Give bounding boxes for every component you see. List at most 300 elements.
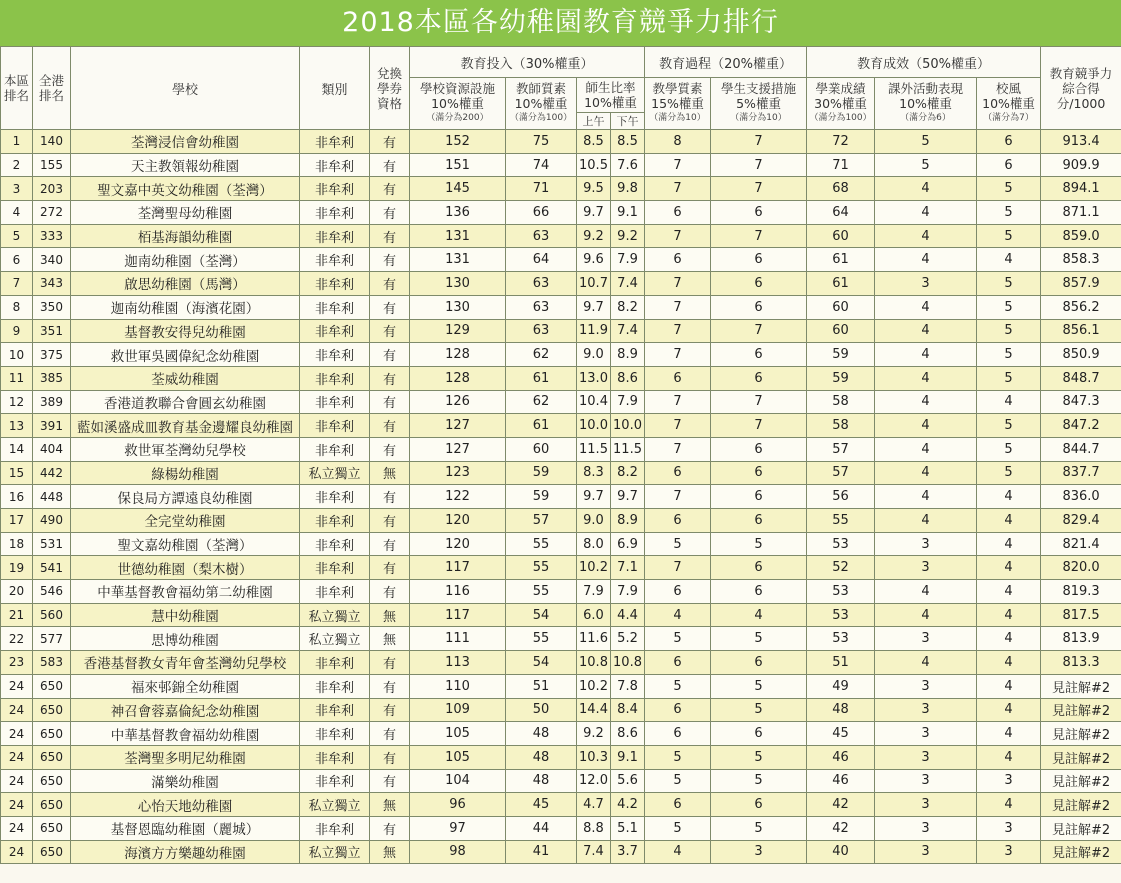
cell-teacher: 63 (506, 295, 577, 319)
cell-local-rank: 4 (1, 201, 33, 225)
cell-ratio-pm: 5.6 (611, 769, 645, 793)
cell-extra: 3 (875, 556, 977, 580)
cell-teacher: 54 (506, 651, 577, 675)
cell-local-rank: 10 (1, 343, 33, 367)
cell-school: 荃灣聖母幼稚園 (71, 201, 300, 225)
cell-support: 6 (711, 366, 807, 390)
cell-local-rank: 14 (1, 437, 33, 461)
table-row (1, 343, 1121, 367)
cell-voucher: 有 (370, 366, 410, 390)
cell-school: 思博幼稚園 (71, 627, 300, 651)
cell-ratio-am: 9.7 (577, 295, 611, 319)
cell-voucher: 有 (370, 343, 410, 367)
cell-voucher: 有 (370, 130, 410, 154)
cell-teacher: 55 (506, 627, 577, 651)
cell-academic: 42 (807, 793, 875, 817)
table-row (1, 722, 1121, 746)
cell-academic: 46 (807, 745, 875, 769)
cell-facility: 113 (410, 651, 506, 675)
cell-local-rank: 17 (1, 509, 33, 533)
cell-ethos: 5 (977, 201, 1041, 225)
cell-facility: 120 (410, 509, 506, 533)
cell-voucher: 無 (370, 461, 410, 485)
cell-school: 全完堂幼稚園 (71, 509, 300, 533)
cell-local-rank: 13 (1, 414, 33, 438)
table-row (1, 366, 1121, 390)
cell-hk-rank: 155 (33, 153, 71, 177)
cell-academic: 56 (807, 485, 875, 509)
table-row (1, 580, 1121, 604)
cell-ratio-pm: 5.1 (611, 816, 645, 840)
cell-hk-rank: 560 (33, 603, 71, 627)
cell-facility: 128 (410, 366, 506, 390)
cell-facility: 131 (410, 224, 506, 248)
table-row (1, 793, 1121, 817)
cell-hk-rank: 389 (33, 390, 71, 414)
cell-facility: 117 (410, 603, 506, 627)
cell-ratio-pm: 8.9 (611, 509, 645, 533)
table-row (1, 816, 1121, 840)
cell-score: 856.2 (1041, 295, 1121, 319)
cell-support: 6 (711, 437, 807, 461)
cell-facility: 145 (410, 177, 506, 201)
cell-teacher: 59 (506, 461, 577, 485)
cell-extra: 5 (875, 130, 977, 154)
cell-support: 6 (711, 201, 807, 225)
cell-ratio-pm: 9.7 (611, 485, 645, 509)
cell-extra: 3 (875, 722, 977, 746)
cell-school: 聖文嘉幼稚園（荃灣） (71, 532, 300, 556)
cell-ratio-pm: 9.1 (611, 745, 645, 769)
cell-quality: 4 (645, 603, 711, 627)
cell-teacher: 59 (506, 485, 577, 509)
cell-facility: 120 (410, 532, 506, 556)
cell-voucher: 有 (370, 769, 410, 793)
cell-quality: 7 (645, 437, 711, 461)
cell-ethos: 4 (977, 390, 1041, 414)
cell-hk-rank: 583 (33, 651, 71, 675)
cell-support: 7 (711, 153, 807, 177)
cell-academic: 61 (807, 272, 875, 296)
cell-ratio-pm: 9.1 (611, 201, 645, 225)
header-hk-rank: 全港排名 (33, 47, 71, 130)
cell-school: 中華基督教會福幼第二幼稚園 (71, 580, 300, 604)
cell-score: 844.7 (1041, 437, 1121, 461)
cell-ratio-am: 8.8 (577, 816, 611, 840)
cell-school: 迦南幼稚園（荃灣） (71, 248, 300, 272)
cell-extra: 3 (875, 769, 977, 793)
cell-academic: 45 (807, 722, 875, 746)
cell-category: 非牟利 (300, 769, 370, 793)
cell-quality: 5 (645, 532, 711, 556)
header-extra: 課外活動表現 10%權重 （滿分為6） (875, 78, 977, 130)
cell-ratio-am: 10.3 (577, 745, 611, 769)
cell-category: 非牟利 (300, 532, 370, 556)
cell-local-rank: 11 (1, 366, 33, 390)
cell-extra: 4 (875, 390, 977, 414)
cell-academic: 58 (807, 414, 875, 438)
cell-local-rank: 12 (1, 390, 33, 414)
cell-support: 6 (711, 461, 807, 485)
cell-category: 非牟利 (300, 509, 370, 533)
cell-category: 非牟利 (300, 674, 370, 698)
cell-voucher: 有 (370, 319, 410, 343)
cell-category: 非牟利 (300, 437, 370, 461)
cell-support: 7 (711, 177, 807, 201)
cell-school: 香港基督教女青年會荃灣幼兒學校 (71, 651, 300, 675)
cell-academic: 60 (807, 295, 875, 319)
cell-teacher: 62 (506, 343, 577, 367)
cell-ratio-am: 8.5 (577, 130, 611, 154)
cell-score: 見註解#2 (1041, 674, 1121, 698)
cell-extra: 4 (875, 580, 977, 604)
header-input-group: 教育投入（30%權重） (410, 47, 645, 78)
cell-teacher: 45 (506, 793, 577, 817)
cell-support: 7 (711, 414, 807, 438)
cell-ratio-pm: 11.5 (611, 437, 645, 461)
cell-teacher: 48 (506, 769, 577, 793)
cell-teacher: 55 (506, 580, 577, 604)
cell-ethos: 4 (977, 248, 1041, 272)
cell-ethos: 5 (977, 437, 1041, 461)
cell-local-rank: 5 (1, 224, 33, 248)
cell-quality: 7 (645, 485, 711, 509)
header-school: 學校 (71, 47, 300, 130)
cell-score: 850.9 (1041, 343, 1121, 367)
cell-quality: 6 (645, 722, 711, 746)
cell-facility: 128 (410, 343, 506, 367)
cell-ethos: 5 (977, 295, 1041, 319)
cell-score: 見註解#2 (1041, 769, 1121, 793)
cell-ratio-am: 13.0 (577, 366, 611, 390)
cell-voucher: 有 (370, 437, 410, 461)
cell-ethos: 4 (977, 485, 1041, 509)
cell-academic: 46 (807, 769, 875, 793)
cell-ratio-am: 10.4 (577, 390, 611, 414)
cell-school: 香港道教聯合會圓玄幼稚園 (71, 390, 300, 414)
cell-teacher: 55 (506, 532, 577, 556)
cell-teacher: 41 (506, 840, 577, 864)
header-ethos: 校風 10%權重 （滿分為7） (977, 78, 1041, 130)
cell-ratio-pm: 10.8 (611, 651, 645, 675)
cell-extra: 3 (875, 627, 977, 651)
cell-extra: 4 (875, 177, 977, 201)
table-row (1, 177, 1121, 201)
cell-voucher: 無 (370, 793, 410, 817)
cell-category: 非牟利 (300, 722, 370, 746)
cell-voucher: 有 (370, 485, 410, 509)
cell-score: 見註解#2 (1041, 793, 1121, 817)
cell-teacher: 63 (506, 224, 577, 248)
cell-ratio-pm: 4.4 (611, 603, 645, 627)
cell-facility: 129 (410, 319, 506, 343)
header-process-group: 教育過程（20%權重） (645, 47, 807, 78)
cell-ratio-pm: 7.9 (611, 580, 645, 604)
table-row (1, 603, 1121, 627)
cell-teacher: 71 (506, 177, 577, 201)
cell-voucher: 有 (370, 745, 410, 769)
cell-teacher: 44 (506, 816, 577, 840)
cell-ratio-am: 9.5 (577, 177, 611, 201)
cell-ethos: 5 (977, 272, 1041, 296)
cell-ratio-am: 6.0 (577, 603, 611, 627)
cell-ratio-am: 9.7 (577, 201, 611, 225)
cell-facility: 136 (410, 201, 506, 225)
header-ratio: 師生比率 10%權重 (577, 78, 645, 113)
cell-teacher: 51 (506, 674, 577, 698)
header-outcome-group: 教育成效（50%權重） (807, 47, 1041, 78)
cell-hk-rank: 650 (33, 793, 71, 817)
cell-quality: 5 (645, 816, 711, 840)
cell-local-rank: 20 (1, 580, 33, 604)
cell-score: 819.3 (1041, 580, 1121, 604)
cell-local-rank: 24 (1, 722, 33, 746)
cell-quality: 7 (645, 414, 711, 438)
cell-school: 心怡天地幼稚園 (71, 793, 300, 817)
cell-voucher: 有 (370, 201, 410, 225)
table-row (1, 224, 1121, 248)
cell-local-rank: 19 (1, 556, 33, 580)
cell-hk-rank: 385 (33, 366, 71, 390)
cell-teacher: 63 (506, 272, 577, 296)
header-voucher: 兌換學券資格 (370, 47, 410, 130)
table-row (1, 130, 1121, 154)
cell-support: 5 (711, 674, 807, 698)
cell-ratio-am: 10.2 (577, 556, 611, 580)
cell-category: 私立獨立 (300, 840, 370, 864)
cell-quality: 6 (645, 461, 711, 485)
cell-ratio-am: 7.4 (577, 840, 611, 864)
cell-extra: 3 (875, 698, 977, 722)
cell-hk-rank: 391 (33, 414, 71, 438)
cell-category: 非牟利 (300, 651, 370, 675)
cell-score: 813.3 (1041, 651, 1121, 675)
cell-academic: 52 (807, 556, 875, 580)
cell-quality: 6 (645, 366, 711, 390)
cell-teacher: 63 (506, 319, 577, 343)
cell-support: 6 (711, 651, 807, 675)
cell-hk-rank: 650 (33, 745, 71, 769)
cell-facility: 110 (410, 674, 506, 698)
cell-score: 848.7 (1041, 366, 1121, 390)
table-row (1, 248, 1121, 272)
cell-voucher: 有 (370, 390, 410, 414)
cell-voucher: 有 (370, 272, 410, 296)
cell-score: 836.0 (1041, 485, 1121, 509)
cell-extra: 3 (875, 532, 977, 556)
cell-score: 817.5 (1041, 603, 1121, 627)
cell-extra: 4 (875, 366, 977, 390)
cell-voucher: 有 (370, 816, 410, 840)
cell-teacher: 50 (506, 698, 577, 722)
table-row (1, 414, 1121, 438)
cell-facility: 96 (410, 793, 506, 817)
cell-quality: 6 (645, 509, 711, 533)
cell-score: 820.0 (1041, 556, 1121, 580)
cell-academic: 42 (807, 816, 875, 840)
cell-hk-rank: 650 (33, 722, 71, 746)
cell-extra: 4 (875, 461, 977, 485)
table-row (1, 485, 1121, 509)
cell-academic: 61 (807, 248, 875, 272)
cell-ratio-am: 9.0 (577, 343, 611, 367)
cell-support: 5 (711, 769, 807, 793)
cell-category: 非牟利 (300, 295, 370, 319)
cell-score: 858.3 (1041, 248, 1121, 272)
cell-ethos: 5 (977, 224, 1041, 248)
cell-teacher: 61 (506, 414, 577, 438)
table-row (1, 295, 1121, 319)
cell-teacher: 64 (506, 248, 577, 272)
cell-facility: 111 (410, 627, 506, 651)
cell-support: 6 (711, 556, 807, 580)
header-ratio-pm: 下午 (611, 113, 645, 130)
cell-quality: 6 (645, 793, 711, 817)
cell-quality: 7 (645, 556, 711, 580)
cell-quality: 7 (645, 390, 711, 414)
cell-category: 非牟利 (300, 414, 370, 438)
cell-support: 6 (711, 793, 807, 817)
cell-hk-rank: 333 (33, 224, 71, 248)
cell-ratio-pm: 7.6 (611, 153, 645, 177)
cell-category: 非牟利 (300, 130, 370, 154)
cell-academic: 58 (807, 390, 875, 414)
table-row (1, 651, 1121, 675)
cell-hk-rank: 375 (33, 343, 71, 367)
table-row (1, 674, 1121, 698)
cell-ratio-am: 9.2 (577, 722, 611, 746)
table-row (1, 437, 1121, 461)
cell-ratio-pm: 7.8 (611, 674, 645, 698)
cell-hk-rank: 442 (33, 461, 71, 485)
cell-score: 829.4 (1041, 509, 1121, 533)
cell-teacher: 55 (506, 556, 577, 580)
cell-support: 6 (711, 722, 807, 746)
cell-ethos: 4 (977, 603, 1041, 627)
cell-extra: 4 (875, 437, 977, 461)
table-row (1, 840, 1121, 864)
cell-teacher: 54 (506, 603, 577, 627)
cell-ratio-am: 7.9 (577, 580, 611, 604)
cell-local-rank: 24 (1, 698, 33, 722)
cell-ratio-am: 11.5 (577, 437, 611, 461)
cell-academic: 49 (807, 674, 875, 698)
cell-category: 非牟利 (300, 272, 370, 296)
cell-ratio-am: 4.7 (577, 793, 611, 817)
cell-score: 837.7 (1041, 461, 1121, 485)
cell-academic: 57 (807, 437, 875, 461)
cell-academic: 53 (807, 580, 875, 604)
cell-hk-rank: 404 (33, 437, 71, 461)
table-row (1, 627, 1121, 651)
cell-local-rank: 22 (1, 627, 33, 651)
cell-extra: 5 (875, 153, 977, 177)
cell-local-rank: 24 (1, 793, 33, 817)
cell-score: 見註解#2 (1041, 722, 1121, 746)
cell-score: 847.2 (1041, 414, 1121, 438)
cell-facility: 152 (410, 130, 506, 154)
cell-academic: 48 (807, 698, 875, 722)
cell-quality: 6 (645, 201, 711, 225)
cell-school: 荃威幼稚園 (71, 366, 300, 390)
cell-local-rank: 3 (1, 177, 33, 201)
cell-quality: 7 (645, 153, 711, 177)
cell-academic: 60 (807, 224, 875, 248)
cell-school: 綠楊幼稚園 (71, 461, 300, 485)
cell-teacher: 48 (506, 722, 577, 746)
cell-voucher: 無 (370, 603, 410, 627)
cell-quality: 5 (645, 627, 711, 651)
cell-facility: 98 (410, 840, 506, 864)
cell-local-rank: 1 (1, 130, 33, 154)
cell-category: 非牟利 (300, 343, 370, 367)
cell-ethos: 3 (977, 840, 1041, 864)
cell-support: 5 (711, 532, 807, 556)
cell-ethos: 4 (977, 627, 1041, 651)
cell-ratio-pm: 8.6 (611, 722, 645, 746)
cell-hk-rank: 650 (33, 674, 71, 698)
cell-facility: 122 (410, 485, 506, 509)
cell-quality: 4 (645, 840, 711, 864)
cell-academic: 60 (807, 319, 875, 343)
cell-category: 非牟利 (300, 390, 370, 414)
cell-ratio-pm: 3.7 (611, 840, 645, 864)
header-facility: 學校資源設施 10%權重 （滿分為200） (410, 78, 506, 130)
cell-school: 世德幼稚園（梨木樹） (71, 556, 300, 580)
cell-voucher: 有 (370, 532, 410, 556)
cell-academic: 59 (807, 366, 875, 390)
cell-ratio-am: 9.7 (577, 485, 611, 509)
cell-voucher: 有 (370, 295, 410, 319)
cell-ethos: 4 (977, 722, 1041, 746)
cell-school: 迦南幼稚園（海濱花園） (71, 295, 300, 319)
cell-ratio-pm: 8.9 (611, 343, 645, 367)
table-row (1, 153, 1121, 177)
cell-quality: 7 (645, 343, 711, 367)
cell-hk-rank: 203 (33, 177, 71, 201)
cell-score: 見註解#2 (1041, 840, 1121, 864)
cell-quality: 7 (645, 295, 711, 319)
header-local-rank: 本區排名 (1, 47, 33, 130)
cell-category: 私立獨立 (300, 793, 370, 817)
cell-local-rank: 24 (1, 816, 33, 840)
cell-ratio-am: 11.9 (577, 319, 611, 343)
cell-teacher: 60 (506, 437, 577, 461)
cell-ratio-am: 10.7 (577, 272, 611, 296)
cell-academic: 59 (807, 343, 875, 367)
cell-facility: 97 (410, 816, 506, 840)
cell-hk-rank: 546 (33, 580, 71, 604)
cell-teacher: 66 (506, 201, 577, 225)
cell-local-rank: 8 (1, 295, 33, 319)
cell-hk-rank: 140 (33, 130, 71, 154)
table-row (1, 532, 1121, 556)
cell-ethos: 4 (977, 745, 1041, 769)
cell-ratio-pm: 4.2 (611, 793, 645, 817)
cell-local-rank: 24 (1, 769, 33, 793)
cell-ethos: 4 (977, 651, 1041, 675)
table-row (1, 745, 1121, 769)
cell-ratio-am: 10.8 (577, 651, 611, 675)
cell-extra: 4 (875, 509, 977, 533)
cell-voucher: 有 (370, 153, 410, 177)
cell-ratio-am: 8.3 (577, 461, 611, 485)
cell-category: 非牟利 (300, 153, 370, 177)
cell-school: 海濱方方樂趣幼稚園 (71, 840, 300, 864)
table-row (1, 509, 1121, 533)
cell-hk-rank: 272 (33, 201, 71, 225)
header-category: 類別 (300, 47, 370, 130)
